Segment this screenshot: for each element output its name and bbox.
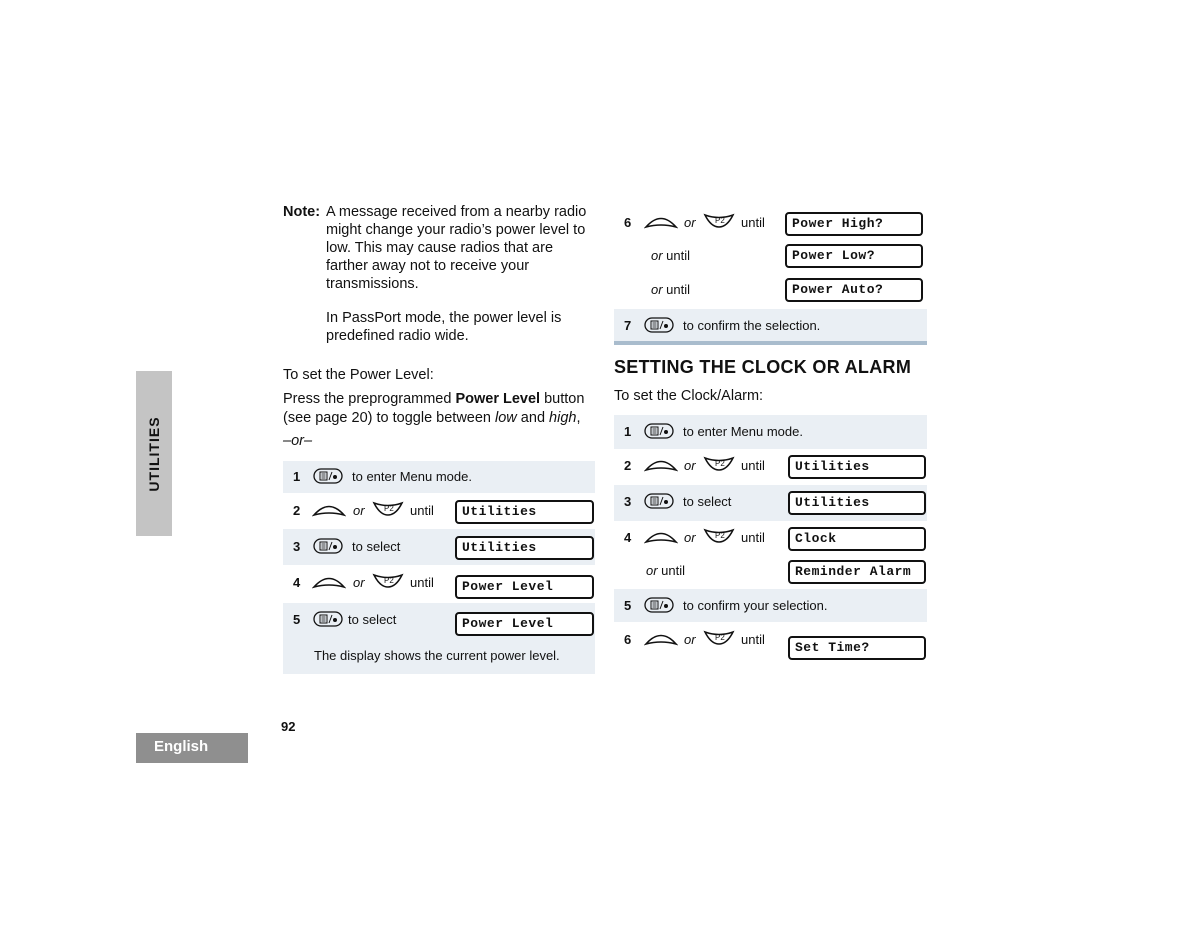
or-text: or (646, 563, 658, 578)
until-text: until (662, 248, 691, 263)
step-text: to select (683, 494, 732, 509)
right-step-6 (614, 205, 927, 241)
or-until-text (651, 282, 690, 297)
display-readout: Power Auto? (785, 278, 923, 302)
display-readout: Utilities (455, 536, 594, 560)
clock-intro: To set the Clock/Alarm: (614, 388, 764, 404)
step-number: 2 (293, 503, 301, 518)
language-tab: English (136, 733, 248, 763)
or-separator: –or– (283, 433, 313, 449)
display-readout: Power High? (785, 212, 923, 236)
right-step-6-alt-2 (614, 273, 927, 309)
step-number: 7 (624, 318, 632, 333)
scroll-up-button-icon (312, 572, 346, 590)
left-step-2 (283, 493, 595, 529)
clock-step-4-alt (614, 555, 927, 589)
left-step-5 (283, 603, 595, 674)
or-text: or (684, 215, 696, 230)
or-text: or (651, 248, 663, 263)
display-readout: Utilities (455, 500, 594, 524)
display-readout: Power Level (455, 575, 594, 599)
step-number: 6 (624, 632, 632, 647)
menu-select-button-icon (313, 538, 343, 554)
instr-text-1: Press the preprogrammed (283, 391, 456, 407)
menu-select-button-icon (644, 493, 674, 509)
or-until-text (651, 248, 690, 263)
note-paragraph-2: In PassPort mode, the power level is predefined radio wide. (326, 310, 562, 344)
step-number: 3 (624, 494, 632, 509)
step-number: 2 (624, 458, 632, 473)
clock-step-3 (614, 485, 927, 521)
section-side-tab (136, 371, 172, 536)
until-text: until (662, 282, 691, 297)
or-text: or (684, 458, 696, 473)
scroll-up-button-icon (644, 212, 678, 230)
until-text: until (741, 632, 765, 647)
menu-select-button-icon (644, 423, 674, 439)
menu-select-button-icon (313, 611, 343, 627)
section-side-tab-label: UTILITIES (146, 415, 162, 492)
instr-low: low (495, 410, 517, 426)
scroll-up-button-icon (644, 455, 678, 473)
step-number: 4 (624, 530, 632, 545)
clock-step-1 (614, 415, 927, 449)
display-readout: Set Time? (788, 636, 926, 660)
menu-select-button-icon (644, 597, 674, 613)
right-step-6-alt-1 (614, 241, 927, 273)
step-number: 5 (293, 612, 301, 627)
step-number: 6 (624, 215, 632, 230)
step-number: 5 (624, 598, 632, 613)
note-paragraph-1: A message received from a nearby radio might change your radio’s power level to low. This may cause radios that are farther away not to receive your transmissions. (326, 204, 587, 292)
menu-select-button-icon (644, 317, 674, 333)
left-step-4 (283, 565, 595, 603)
step-number: 1 (293, 469, 301, 484)
step-number: 4 (293, 575, 301, 590)
step-text: to enter Menu mode. (352, 469, 472, 484)
step-text: to confirm the selection. (683, 318, 821, 333)
menu-select-button-icon (313, 468, 343, 484)
right-step-7 (614, 309, 927, 341)
step-note: The display shows the current power level. (314, 648, 560, 663)
display-readout: Reminder Alarm (788, 560, 926, 584)
or-text: or (684, 632, 696, 647)
step-text: to select (348, 612, 397, 627)
power-level-button-instructions (283, 390, 599, 428)
instr-bold-button-name: Power Level (455, 391, 541, 407)
step-number: 1 (624, 424, 632, 439)
p2-button-icon (372, 500, 404, 516)
p2-button-icon (703, 455, 735, 471)
page-number: 92 (281, 719, 296, 734)
section-divider (614, 341, 927, 345)
left-step-3 (283, 529, 595, 565)
scroll-up-button-icon (312, 500, 346, 518)
instr-high: high (549, 410, 577, 426)
or-text: or (353, 503, 365, 518)
power-level-intro: To set the Power Level: (283, 367, 434, 383)
step-text: to select (352, 539, 401, 554)
or-text: or (353, 575, 365, 590)
or-until-text (646, 563, 685, 578)
display-readout: Power Level (455, 612, 594, 636)
or-text: or (684, 530, 696, 545)
clock-step-2 (614, 449, 927, 485)
display-readout: Power Low? (785, 244, 923, 268)
or-text: or (651, 282, 663, 297)
scroll-up-button-icon (644, 527, 678, 545)
until-text: until (741, 458, 765, 473)
instr-end: , (576, 410, 581, 426)
p2-button-icon (703, 527, 735, 543)
display-readout: Utilities (788, 455, 926, 479)
instr-and: and (516, 410, 550, 426)
until-text: until (410, 575, 434, 590)
note-label: Note: (283, 204, 321, 220)
p2-button-icon (703, 629, 735, 645)
until-text: until (741, 215, 765, 230)
display-readout: Utilities (788, 491, 926, 515)
clock-step-5 (614, 589, 927, 622)
p2-button-icon (703, 212, 735, 228)
p2-button-icon (372, 572, 404, 588)
step-text: to enter Menu mode. (683, 424, 803, 439)
note-block (283, 203, 595, 361)
instr-text-2: button (see page 20) to toggle between (283, 391, 585, 426)
clock-step-6 (614, 622, 927, 662)
clock-step-4 (614, 521, 927, 555)
until-text: until (741, 530, 765, 545)
section-heading: SETTING THE CLOCK OR ALARM (614, 357, 912, 377)
until-text: until (657, 563, 686, 578)
until-text: until (410, 503, 434, 518)
scroll-up-button-icon (644, 629, 678, 647)
display-readout: Clock (788, 527, 926, 551)
step-number: 3 (293, 539, 301, 554)
left-step-1 (283, 461, 595, 493)
step-text: to confirm your selection. (683, 598, 828, 613)
